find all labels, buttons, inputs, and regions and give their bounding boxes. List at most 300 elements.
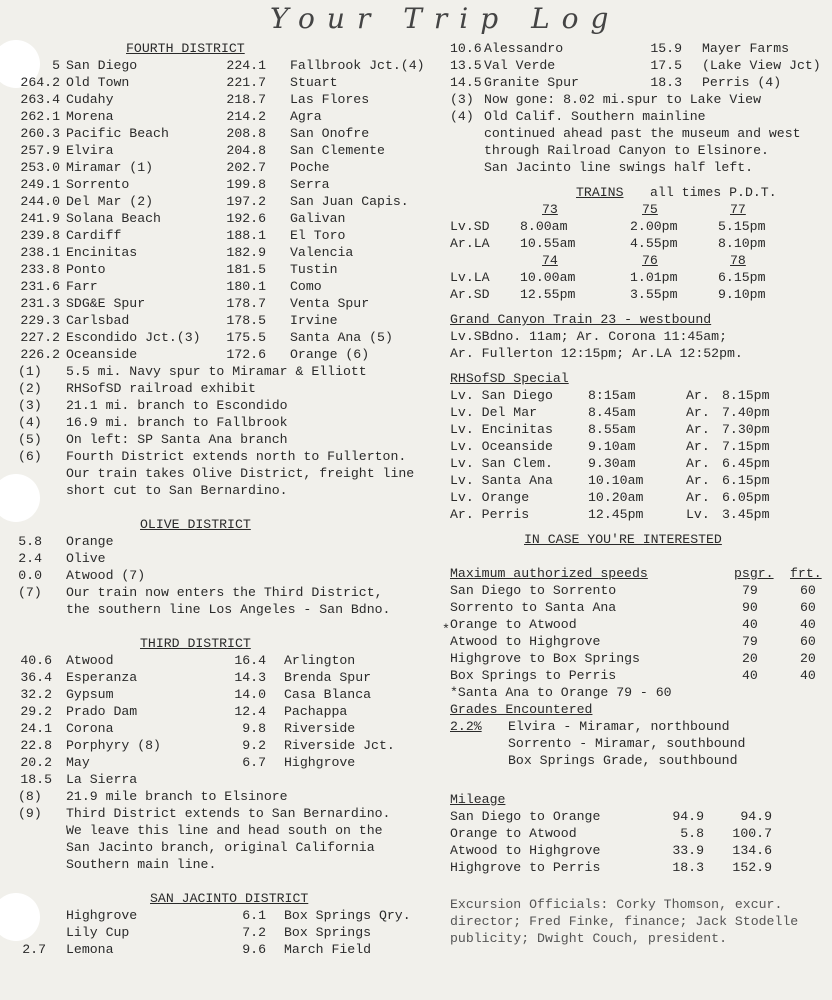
station-name: Escondido Jct.(3) <box>66 330 201 345</box>
station-name: Carlsbad <box>66 313 130 328</box>
table-row <box>450 421 832 438</box>
table-row <box>450 667 832 684</box>
milepost: 262.1 <box>20 109 60 124</box>
mileage-segment: 18.3 <box>672 860 704 875</box>
special-dir: Ar. <box>686 473 710 488</box>
table-row <box>450 404 832 421</box>
milepost: 253.0 <box>20 160 60 175</box>
table-row <box>18 907 418 924</box>
train-number: 78 <box>730 253 746 268</box>
special-time: 7.30pm <box>722 422 770 437</box>
speed-frt: 40 <box>800 668 816 683</box>
station-name: Ponto <box>66 262 106 277</box>
table-row <box>18 278 418 295</box>
footnote <box>18 397 418 414</box>
station-name: Sorrento <box>66 177 130 192</box>
mileage-segment: 5.8 <box>680 826 704 841</box>
grades-line-1: Elvira - Miramar, northbound <box>508 719 730 734</box>
special-station: Lv. Oceanside <box>450 439 553 454</box>
footnote-text: On left: SP Santa Ana branch <box>66 432 288 447</box>
speed-route: San Diego to Sorrento <box>450 583 617 598</box>
speed-frt: 60 <box>800 600 816 615</box>
special-table <box>450 387 832 523</box>
trains-northbound-table <box>450 252 832 303</box>
train-time: 9.10pm <box>718 287 766 302</box>
station-name: Del Mar (2) <box>66 194 154 209</box>
table-row <box>18 754 418 771</box>
footnote-number: (5) <box>18 432 42 447</box>
station-name: Farr <box>66 279 98 294</box>
third-district-notes <box>18 788 418 873</box>
footnote <box>18 363 418 380</box>
special-station: Lv. Orange <box>450 490 530 505</box>
olive-district-header: OLIVE DISTRICT <box>140 517 251 532</box>
footnote-number: (2) <box>18 381 42 396</box>
footnote <box>450 91 832 108</box>
footnote-text: San Jacinto line swings half left. <box>484 160 754 175</box>
train-time: 8.10pm <box>718 236 766 251</box>
station-name: Lily Cup <box>66 925 130 940</box>
station-name: Morena <box>66 109 114 124</box>
special-time: 8.45am <box>588 405 636 420</box>
train-time: 10.00am <box>520 270 576 285</box>
footnote-text: the southern line Los Angeles - San Bdno. <box>66 602 391 617</box>
special-station: Ar. Perris <box>450 507 530 522</box>
milepost: 231.3 <box>20 296 60 311</box>
footnote-text: through Railroad Canyon to Elsinore. <box>484 143 769 158</box>
table-row <box>18 244 418 261</box>
speed-route: Highgrove to Box Springs <box>450 651 640 666</box>
milepost: 178.5 <box>226 313 266 328</box>
milepost: 257.9 <box>20 143 60 158</box>
table-row <box>18 142 418 159</box>
san-jacinto-header: SAN JACINTO DISTRICT <box>150 891 309 906</box>
train-time: 10.55am <box>520 236 576 251</box>
milepost: 204.8 <box>226 143 266 158</box>
speed-frt: 20 <box>800 651 816 666</box>
special-time: 12.45pm <box>588 507 644 522</box>
table-row <box>450 825 832 842</box>
station-name: Pachappa <box>284 704 348 719</box>
station-name: Miramar (1) <box>66 160 154 175</box>
special-dir: Ar. <box>686 422 710 437</box>
speeds-header-row <box>450 565 832 582</box>
mileage-table <box>450 808 832 876</box>
train-number: 73 <box>542 202 558 217</box>
station-name: Mayer Farms <box>702 41 790 56</box>
footnote-number: (3) <box>18 398 42 413</box>
table-row <box>450 842 832 859</box>
milepost: 7.2 <box>242 925 266 940</box>
station-name: Tustin <box>290 262 338 277</box>
milepost: 0.0 <box>18 568 42 583</box>
station-name: Atwood (7) <box>66 568 146 583</box>
speed-psgr: 79 <box>742 634 758 649</box>
footnote-text: RHSofSD railroad exhibit <box>66 381 256 396</box>
milepost: 10.6 <box>450 41 482 56</box>
footnote <box>18 380 418 397</box>
mileage-header: Mileage <box>450 792 506 807</box>
milepost: 249.1 <box>20 177 60 192</box>
speed-frt: 40 <box>800 617 816 632</box>
grades-line-3: Box Springs Grade, southbound <box>508 753 738 768</box>
train-time: 5.15pm <box>718 219 766 234</box>
trains-header-row <box>450 184 832 201</box>
table-row <box>450 40 832 57</box>
footnote-number: (8) <box>18 789 42 804</box>
fourth-district-header: FOURTH DISTRICT <box>126 41 245 56</box>
milepost: 24.1 <box>20 721 52 736</box>
table-row <box>18 108 418 125</box>
special-dir: Ar. <box>686 388 710 403</box>
table-row <box>18 567 418 584</box>
station-name: Atwood <box>66 653 114 668</box>
table-row <box>18 771 418 788</box>
station-name: El Toro <box>290 228 346 243</box>
officials-line-2: director; Fred Finke, finance; Jack Stodelle <box>450 914 799 929</box>
speed-psgr: 40 <box>742 668 758 683</box>
station-name: Lemona <box>66 942 114 957</box>
station-name: Poche <box>290 160 330 175</box>
table-row <box>18 57 425 74</box>
milepost: 180.1 <box>226 279 266 294</box>
footnote-text: 21.9 mile branch to Elsinore <box>66 789 288 804</box>
table-row <box>450 218 832 235</box>
milepost: 36.4 <box>20 670 52 685</box>
milepost: 202.7 <box>226 160 266 175</box>
milepost: 229.3 <box>20 313 60 328</box>
station-name: (Lake View Jct) <box>702 58 821 73</box>
speed-psgr: 20 <box>742 651 758 666</box>
footnote-number: (6) <box>18 449 42 464</box>
mileage-route: Atwood to Highgrove <box>450 843 601 858</box>
station-name: Esperanza <box>66 670 138 685</box>
milepost: 5 <box>52 58 60 73</box>
speed-psgr: 79 <box>742 583 758 598</box>
station-name: Riverside Jct. <box>284 738 395 753</box>
grades-percent: 2.2% <box>450 719 482 734</box>
speeds-table <box>442 582 832 684</box>
footnote <box>18 788 418 805</box>
table-row <box>18 193 418 210</box>
train-time: 1.01pm <box>630 270 678 285</box>
table-row <box>18 669 418 686</box>
table-row <box>18 941 418 958</box>
table-row <box>18 346 418 363</box>
speed-psgr: 40 <box>742 617 758 632</box>
station-name: Riverside <box>284 721 356 736</box>
table-row <box>18 737 418 754</box>
table-row <box>18 159 418 176</box>
station-name: Highgrove <box>66 908 138 923</box>
milepost: 2.4 <box>18 551 42 566</box>
table-row <box>450 489 832 506</box>
milepost: 14.3 <box>234 670 266 685</box>
footnote-number: (7) <box>18 585 42 600</box>
third-district-table <box>18 652 418 788</box>
mileage-route: Highgrove to Perris <box>450 860 601 875</box>
grades-line-2: Sorrento - Miramar, southbound <box>508 736 746 751</box>
station-name: Oceanside <box>66 347 138 362</box>
station-name: San Onofre <box>290 126 370 141</box>
milepost: 6.7 <box>242 755 266 770</box>
milepost: 264.2 <box>20 75 60 90</box>
special-dir: Lv. <box>686 507 710 522</box>
milepost: 172.6 <box>226 347 266 362</box>
footnote <box>450 108 832 176</box>
table-row <box>18 686 418 703</box>
train-time: 6.15pm <box>718 270 766 285</box>
grand-canyon-header: Grand Canyon Train 23 - westbound <box>450 312 712 327</box>
grand-canyon-line1: Lv.SBdno. 11am; Ar. Corona 11:45am; <box>450 329 727 344</box>
station-name: Perris (4) <box>702 75 782 90</box>
olive-district-table <box>18 533 418 584</box>
officials-line-1: Excursion Officials: Corky Thomson, excur. <box>450 897 783 912</box>
milepost: 20.2 <box>20 755 52 770</box>
san-jacinto-continued-table <box>450 40 832 91</box>
speed-star: * <box>442 622 450 637</box>
officials-line-3: publicity; Dwight Couch, president. <box>450 931 727 946</box>
footnote-text: Our train now enters the Third District, <box>66 585 383 600</box>
special-time: 8.55am <box>588 422 636 437</box>
milepost: 6.1 <box>242 908 266 923</box>
milepost: 181.5 <box>226 262 266 277</box>
table-row <box>450 633 832 650</box>
station-name: Santa Ana (5) <box>290 330 393 345</box>
fourth-district-header-wrap <box>18 40 418 57</box>
train-numbers-row <box>450 252 832 269</box>
station-name: Val Verde <box>484 58 556 73</box>
milepost: 226.2 <box>20 347 60 362</box>
station-name: Box Springs Qry. <box>284 908 411 923</box>
milepost: 231.6 <box>20 279 60 294</box>
trains-header: TRAINS <box>576 185 624 200</box>
milepost: 227.2 <box>20 330 60 345</box>
speed-route: Sorrento to Santa Ana <box>450 600 617 615</box>
milepost: 32.2 <box>20 687 52 702</box>
milepost: 15.9 <box>650 41 682 56</box>
mileage-route: San Diego to Orange <box>450 809 601 824</box>
milepost: 244.0 <box>20 194 60 209</box>
milepost: 9.2 <box>242 738 266 753</box>
mileage-total: 100.7 <box>732 826 772 841</box>
speeds-footnote: *Santa Ana to Orange 79 - 60 <box>450 685 672 700</box>
station-name: Elvira <box>66 143 114 158</box>
station-name: Las Flores <box>290 92 370 107</box>
station-name: Orange <box>66 534 114 549</box>
station-name: San Diego <box>66 58 138 73</box>
special-dir: Ar. <box>686 490 710 505</box>
special-time: 10.10am <box>588 473 644 488</box>
milepost: 14.5 <box>450 75 482 90</box>
milepost: 22.8 <box>20 738 52 753</box>
table-row <box>450 582 832 599</box>
train-number: 74 <box>542 253 558 268</box>
olive-district-notes <box>18 584 418 618</box>
station-name: Solana Beach <box>66 211 161 226</box>
special-time: 8:15am <box>588 388 636 403</box>
milepost: 12.4 <box>234 704 266 719</box>
table-row <box>450 269 832 286</box>
footnote <box>18 448 418 499</box>
speed-route: Atwood to Highgrove <box>450 634 601 649</box>
train-numbers-row <box>450 201 832 218</box>
mileage-total: 94.9 <box>740 809 772 824</box>
mileage-total: 152.9 <box>732 860 772 875</box>
station-name: Stuart <box>290 75 338 90</box>
footnote-number: (1) <box>18 364 42 379</box>
table-row <box>18 329 418 346</box>
special-station: Lv. Del Mar <box>450 405 538 420</box>
special-time: 7.15pm <box>722 439 770 454</box>
milepost: 2.7 <box>22 942 46 957</box>
special-station: Lv. Santa Ana <box>450 473 553 488</box>
san-jacinto-notes <box>450 91 832 176</box>
station-name: Porphyry (8) <box>66 738 161 753</box>
station-name: Serra <box>290 177 330 192</box>
right-column <box>442 40 832 947</box>
footnote-number: (4) <box>18 415 42 430</box>
table-row <box>442 616 832 637</box>
station-name: Highgrove <box>284 755 356 770</box>
speeds-col-frt: frt. <box>790 566 822 581</box>
footnote-text: Now gone: 8.02 mi.spur to Lake View <box>484 92 761 107</box>
speed-route: Box Springs to Perris <box>450 668 617 683</box>
station-name: Alessandro <box>484 41 564 56</box>
milepost: 239.8 <box>20 228 60 243</box>
table-row <box>450 438 832 455</box>
milepost: 175.5 <box>226 330 266 345</box>
milepost: 188.1 <box>226 228 266 243</box>
speeds-col-psgr: psgr. <box>734 566 774 581</box>
footnote-text: 16.9 mi. branch to Fallbrook <box>66 415 288 430</box>
grades-row <box>450 718 832 735</box>
fourth-district-notes <box>18 363 418 499</box>
train-time: 12.55pm <box>520 287 576 302</box>
milepost: 9.8 <box>242 721 266 736</box>
footnote <box>18 805 418 873</box>
station-name: Cardiff <box>66 228 122 243</box>
special-time: 7.40pm <box>722 405 770 420</box>
table-row <box>18 652 418 669</box>
milepost: 182.9 <box>226 245 266 260</box>
mileage-segment: 33.9 <box>672 843 704 858</box>
speeds-header: Maximum authorized speeds <box>450 566 648 581</box>
footnote-text: 21.1 mi. branch to Escondido <box>66 398 288 413</box>
train-station: Lv.SD <box>450 219 490 234</box>
table-row <box>18 125 418 142</box>
train-time: 2.00pm <box>630 219 678 234</box>
trains-southbound-table <box>450 201 832 252</box>
footnote-text: Our train takes Olive District, freight line <box>66 466 415 481</box>
footnote-text: San Jacinto branch, original California <box>66 840 375 855</box>
special-dir: Ar. <box>686 405 710 420</box>
milepost: 241.9 <box>20 211 60 226</box>
milepost: 208.8 <box>226 126 266 141</box>
station-name: Brenda Spur <box>284 670 372 685</box>
fourth-district-table <box>18 57 425 363</box>
special-time: 9.10am <box>588 439 636 454</box>
table-row <box>18 550 418 567</box>
station-name: Galivan <box>290 211 346 226</box>
milepost: 9.6 <box>242 942 266 957</box>
footnote <box>18 414 418 431</box>
train-time: 3.55pm <box>630 287 678 302</box>
station-name: Old Town <box>66 75 130 90</box>
table-row <box>18 227 418 244</box>
table-row <box>450 506 832 523</box>
footnote <box>18 431 418 448</box>
station-name: La Sierra <box>66 772 138 787</box>
footnote-text: continued ahead past the museum and west <box>484 126 801 141</box>
table-row <box>18 74 418 91</box>
table-row <box>450 599 832 616</box>
table-row <box>450 235 832 252</box>
table-row <box>450 650 832 667</box>
train-station: Ar.SD <box>450 287 490 302</box>
san-jacinto-table <box>18 907 418 958</box>
footnote-text: Old Calif. Southern mainline <box>484 109 706 124</box>
table-row <box>450 57 832 74</box>
table-row <box>18 261 418 278</box>
footnote-text: 5.5 mi. Navy spur to Miramar & Elliott <box>66 364 367 379</box>
station-name: Gypsum <box>66 687 114 702</box>
station-name: Fallbrook Jct.(4) <box>290 58 425 73</box>
interested-header: IN CASE YOU'RE INTERESTED <box>524 532 722 547</box>
train-station: Ar.LA <box>450 236 490 251</box>
table-row <box>450 74 832 91</box>
station-name: Box Springs <box>284 925 372 940</box>
milepost: 14.0 <box>234 687 266 702</box>
milepost: 18.5 <box>20 772 52 787</box>
speed-frt: 60 <box>800 583 816 598</box>
footnote-text: We leave this line and head south on the <box>66 823 383 838</box>
special-station: Lv. San Diego <box>450 388 553 403</box>
special-time: 8.15pm <box>722 388 770 403</box>
station-name: Venta Spur <box>290 296 370 311</box>
station-name: Olive <box>66 551 106 566</box>
station-name: Encinitas <box>66 245 138 260</box>
footnote-text: Southern main line. <box>66 857 217 872</box>
special-time: 6.05pm <box>722 490 770 505</box>
station-name: Como <box>290 279 322 294</box>
milepost: 40.6 <box>20 653 52 668</box>
milepost: 263.4 <box>20 92 60 107</box>
special-time: 6.45pm <box>722 456 770 471</box>
grades-header: Grades Encountered <box>450 702 593 717</box>
milepost: 218.7 <box>226 92 266 107</box>
station-name: Agra <box>290 109 322 124</box>
table-row <box>450 455 832 472</box>
milepost: 18.3 <box>650 75 682 90</box>
third-district-header: THIRD DISTRICT <box>140 636 251 651</box>
third-district-header-wrap <box>18 635 418 652</box>
trains-subtitle: all times P.D.T. <box>650 185 777 200</box>
station-name: San Clemente <box>290 143 385 158</box>
table-row <box>18 703 418 720</box>
milepost: 214.2 <box>226 109 266 124</box>
special-dir: Ar. <box>686 439 710 454</box>
station-name: Casa Blanca <box>284 687 372 702</box>
milepost: 13.5 <box>450 58 482 73</box>
footnote-number: (9) <box>18 806 42 821</box>
table-row <box>450 387 832 404</box>
special-time: 6.15pm <box>722 473 770 488</box>
milepost: 29.2 <box>20 704 52 719</box>
table-row <box>18 312 418 329</box>
speed-route: Orange to Atwood <box>450 617 577 632</box>
station-name: Orange (6) <box>290 347 370 362</box>
